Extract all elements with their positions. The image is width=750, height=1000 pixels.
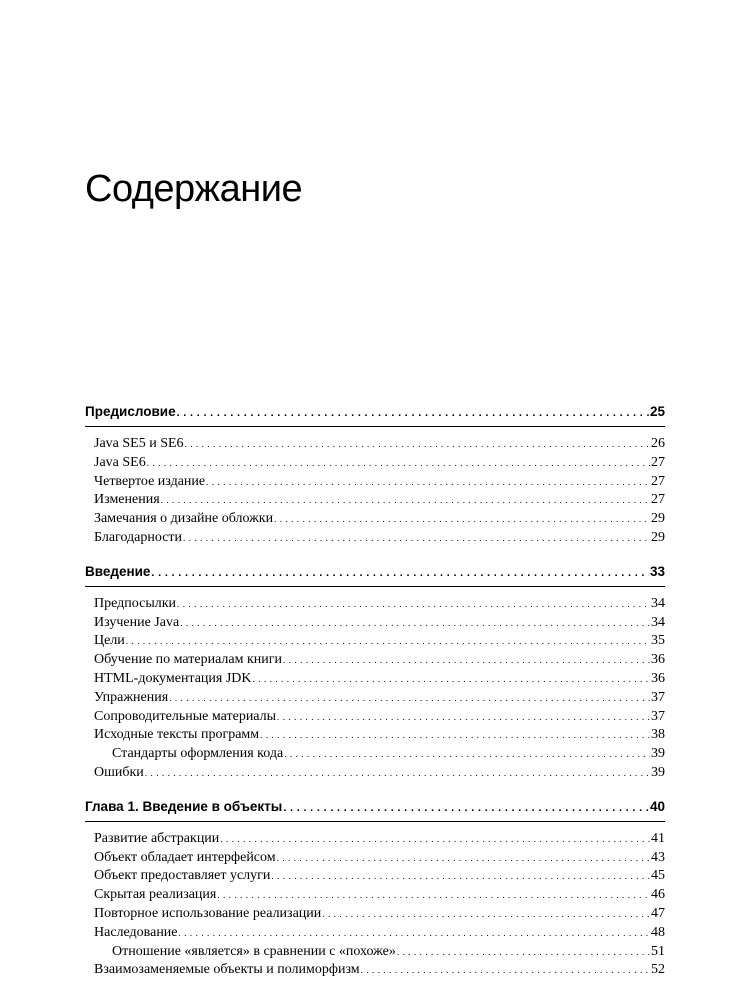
toc-entry[interactable]: [85, 764, 665, 783]
dot-leader: [169, 690, 650, 708]
toc-chapter-label: Глава 1. Введение в объекты: [85, 798, 283, 814]
dot-leader: [177, 596, 650, 614]
dot-leader: [277, 709, 650, 727]
toc-entry-page: 39: [651, 746, 665, 762]
toc-entry[interactable]: [85, 830, 665, 849]
toc-chapter-label: Введение: [85, 563, 151, 579]
dot-leader: [177, 404, 649, 422]
toc-entry-label: Обучение по материалам книги: [94, 652, 283, 668]
toc-entry-page: 36: [651, 652, 665, 668]
toc-entry-page: 29: [651, 529, 665, 545]
toc-entry[interactable]: [85, 905, 665, 924]
toc-entry-label: Цели: [94, 633, 125, 649]
dot-leader: [126, 633, 650, 651]
toc-chapter-row[interactable]: [85, 563, 665, 582]
toc-entry[interactable]: [85, 529, 665, 548]
toc-entry-page: 45: [651, 868, 665, 884]
dot-leader: [217, 887, 650, 905]
dot-leader: [179, 925, 650, 943]
toc-entry-label: Скрытая реализация: [94, 887, 217, 903]
toc-chapter-page: 33: [649, 563, 665, 579]
toc-section-preface: [85, 403, 665, 548]
dot-leader: [260, 727, 650, 745]
toc-entry[interactable]: [85, 867, 665, 886]
toc-entry[interactable]: [85, 689, 665, 708]
toc-subentry[interactable]: [85, 745, 665, 764]
toc-entry-page: 27: [651, 492, 665, 508]
dot-leader: [397, 944, 650, 962]
toc-entry-label: Развитие абстракции: [94, 830, 220, 846]
toc-section-introduction: [85, 563, 665, 783]
toc-entry-page: 37: [651, 708, 665, 724]
toc-entry-label: Сопроводительные материалы: [94, 708, 277, 724]
dot-leader: [161, 492, 650, 510]
toc-entry-label: Изменения: [94, 492, 160, 508]
toc-entry[interactable]: [85, 670, 665, 689]
toc-entry[interactable]: [85, 708, 665, 727]
table-of-contents: [85, 403, 665, 995]
toc-entry[interactable]: [85, 491, 665, 510]
toc-entry[interactable]: [85, 726, 665, 745]
toc-entry-page: 35: [651, 633, 665, 649]
toc-entry-label: Взаимозаменяемые объекты и полиморфизм: [94, 962, 360, 978]
toc-chapter-page: 25: [649, 404, 665, 419]
toc-entry-page: 27: [651, 473, 665, 489]
toc-entry-label: Замечания о дизайне обложки: [94, 511, 274, 527]
dot-leader: [322, 906, 650, 924]
toc-entry[interactable]: [85, 924, 665, 943]
toc-entry[interactable]: [85, 632, 665, 651]
toc-entry-page: 34: [651, 595, 665, 611]
toc-entry-page: 46: [651, 887, 665, 903]
toc-chapter-heading: [85, 403, 665, 427]
toc-section-chapter-1: [85, 798, 665, 980]
dot-leader: [145, 765, 650, 783]
toc-entry-page: 36: [651, 670, 665, 686]
toc-entry[interactable]: [85, 473, 665, 492]
toc-entry-label: Повторное использование реализации: [94, 905, 322, 921]
toc-chapter-heading: [85, 798, 665, 822]
toc-entry-page: 27: [651, 454, 665, 470]
toc-entry[interactable]: [85, 595, 665, 614]
toc-entry-label: Стандарты оформления кода: [112, 746, 284, 762]
toc-entry-page: 43: [651, 849, 665, 865]
toc-entry-label: HTML-документация JDK: [94, 670, 252, 686]
toc-entry-page: 37: [651, 689, 665, 705]
toc-entry[interactable]: [85, 454, 665, 473]
dot-leader: [253, 671, 650, 689]
toc-entry-label: Предпосылки: [94, 595, 177, 611]
toc-entry-page: 39: [651, 764, 665, 780]
toc-entry-page: 52: [651, 962, 665, 978]
dot-leader: [283, 652, 650, 670]
toc-entry-label: Ошибки: [94, 764, 144, 780]
toc-entry[interactable]: [85, 651, 665, 670]
toc-entry-label: Наследование: [94, 924, 178, 940]
dot-leader: [284, 746, 650, 764]
toc-entry-label: Изучение Java: [94, 614, 180, 630]
dot-leader: [283, 799, 649, 817]
toc-entry-page: 29: [651, 511, 665, 527]
toc-entry-label: Объект предоставляет услуги: [94, 868, 271, 884]
toc-chapter-label: Предисловие: [85, 404, 176, 419]
dot-leader: [183, 530, 650, 548]
toc-entry-label: Объект обладает интерфейсом: [94, 849, 276, 865]
page-title: Содержание: [85, 168, 303, 210]
toc-entry-label: Исходные тексты программ: [94, 727, 260, 743]
toc-entry[interactable]: [85, 961, 665, 980]
toc-chapter-row[interactable]: [85, 403, 665, 422]
dot-leader: [147, 455, 650, 473]
toc-entry-page: 48: [651, 924, 665, 940]
toc-entry-label: Java SE6: [94, 454, 146, 470]
dot-leader: [274, 511, 650, 529]
toc-entry[interactable]: [85, 510, 665, 529]
dot-leader: [220, 831, 650, 849]
toc-entry-label: Отношение «является» в сравнении с «похоже»: [112, 943, 396, 959]
toc-chapter-page: 40: [649, 798, 665, 814]
toc-entry-page: 47: [651, 905, 665, 921]
toc-entry[interactable]: [85, 886, 665, 905]
toc-chapter-heading: [85, 563, 665, 587]
toc-entry-page: 34: [651, 614, 665, 630]
dot-leader: [180, 615, 650, 633]
dot-leader: [277, 850, 650, 868]
toc-entry-label: Упражнения: [94, 689, 169, 705]
dot-leader: [206, 474, 650, 492]
toc-chapter-row[interactable]: [85, 798, 665, 817]
toc-entry-label: Четвертое издание: [94, 473, 206, 489]
toc-entry-page: 38: [651, 727, 665, 743]
toc-entry-page: 51: [651, 943, 665, 959]
toc-subentry[interactable]: [85, 943, 665, 962]
toc-entry[interactable]: [85, 849, 665, 868]
toc-entry[interactable]: [85, 435, 665, 454]
toc-entry-page: 41: [651, 830, 665, 846]
toc-entry-page: 26: [651, 436, 665, 451]
dot-leader: [361, 962, 650, 980]
dot-leader: [271, 868, 650, 886]
dot-leader: [151, 564, 649, 582]
toc-entry[interactable]: [85, 614, 665, 633]
toc-entry-label: Благодарности: [94, 529, 183, 545]
dot-leader: [185, 436, 650, 454]
toc-entry-label: Java SE5 и SE6: [94, 436, 184, 451]
